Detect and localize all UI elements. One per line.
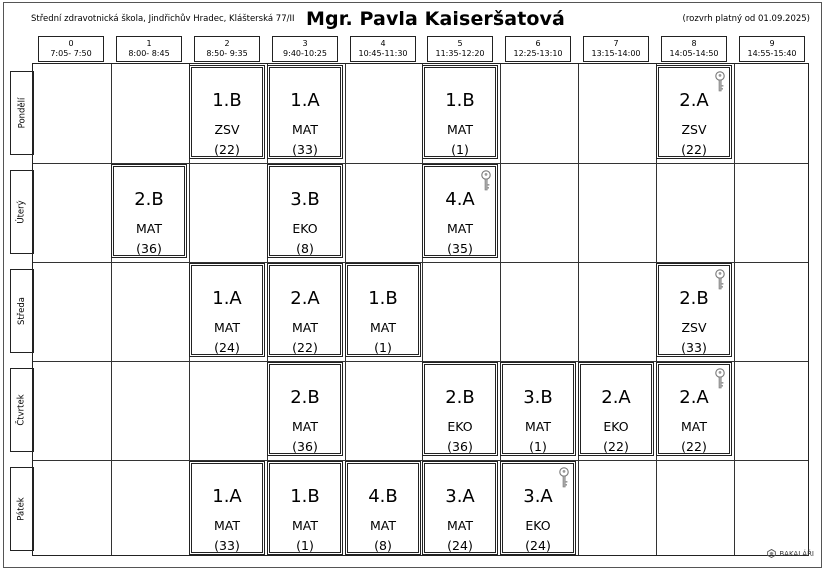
lesson-class: 2.A xyxy=(679,90,709,111)
grid-row-divider xyxy=(33,361,808,362)
lesson-class: 1.B xyxy=(212,90,242,111)
lesson-subject: MAT xyxy=(369,518,396,533)
lesson-subject: MAT xyxy=(213,320,240,335)
lesson-student-count: (22) xyxy=(603,439,629,454)
period-number: 6 xyxy=(535,39,541,48)
period-header-6 xyxy=(505,36,571,62)
lesson-cell[interactable] xyxy=(191,463,263,553)
grid-column-divider xyxy=(734,64,735,555)
day-label-1 xyxy=(10,170,34,254)
lesson-subject: EKO xyxy=(292,221,318,236)
period-time: 14:05-14:50 xyxy=(669,49,719,58)
key-icon xyxy=(714,269,726,291)
lesson-student-count: (22) xyxy=(214,142,240,157)
period-header-5 xyxy=(427,36,493,62)
grid-column-divider xyxy=(111,64,112,555)
period-header-0 xyxy=(38,36,104,62)
lesson-cell[interactable] xyxy=(191,67,263,157)
day-label-3 xyxy=(10,368,34,452)
period-number: 9 xyxy=(769,39,775,48)
lesson-class: 2.B xyxy=(290,387,320,408)
period-number: 1 xyxy=(146,39,152,48)
lesson-class: 4.A xyxy=(445,189,475,210)
day-name: Pátek xyxy=(17,497,27,521)
period-time: 8:00- 8:45 xyxy=(128,49,170,58)
lesson-subject: MAT xyxy=(291,122,318,137)
period-header-3 xyxy=(272,36,338,62)
lesson-subject: MAT xyxy=(291,320,318,335)
lesson-subject: MAT xyxy=(213,518,240,533)
lesson-subject: MAT xyxy=(446,518,473,533)
period-time: 13:15-14:00 xyxy=(591,49,641,58)
period-time: 7:05- 7:50 xyxy=(50,49,92,58)
period-number: 3 xyxy=(302,39,308,48)
lesson-cell[interactable] xyxy=(269,463,341,553)
period-header-2 xyxy=(194,36,260,62)
grid-column-divider xyxy=(267,64,268,555)
grid-row-divider xyxy=(33,262,808,263)
period-number: 2 xyxy=(224,39,230,48)
lesson-student-count: (22) xyxy=(681,439,707,454)
lesson-cell[interactable] xyxy=(502,463,574,553)
lesson-class: 2.A xyxy=(601,387,631,408)
lesson-subject: MAT xyxy=(291,419,318,434)
grid-row-divider xyxy=(33,460,808,461)
lesson-student-count: (24) xyxy=(525,538,551,553)
lesson-student-count: (24) xyxy=(447,538,473,553)
lesson-student-count: (35) xyxy=(447,241,473,256)
lesson-student-count: (1) xyxy=(529,439,547,454)
lesson-cell[interactable] xyxy=(269,265,341,355)
lesson-subject: MAT xyxy=(369,320,396,335)
lesson-cell[interactable] xyxy=(269,67,341,157)
day-name: Úterý xyxy=(17,200,27,224)
day-label-2 xyxy=(10,269,34,353)
day-label-0 xyxy=(10,71,34,155)
period-number: 7 xyxy=(613,39,619,48)
lesson-student-count: (36) xyxy=(136,241,162,256)
grid-column-divider xyxy=(345,64,346,555)
lesson-student-count: (1) xyxy=(374,340,392,355)
school-name: Střední zdravotnická škola, Jindřichův Hradec, Klášterská 77/II xyxy=(31,14,295,24)
period-header-4 xyxy=(350,36,416,62)
lesson-student-count: (36) xyxy=(447,439,473,454)
lesson-student-count: (33) xyxy=(214,538,240,553)
lesson-subject: EKO xyxy=(447,419,473,434)
lesson-cell[interactable] xyxy=(424,67,496,157)
lesson-class: 1.A xyxy=(290,90,320,111)
lesson-class: 1.B xyxy=(445,90,475,111)
lesson-cell[interactable] xyxy=(658,364,730,454)
lesson-class: 2.A xyxy=(679,387,709,408)
lesson-cell[interactable] xyxy=(658,265,730,355)
lesson-subject: MAT xyxy=(135,221,162,236)
lesson-student-count: (33) xyxy=(681,340,707,355)
lesson-subject: EKO xyxy=(603,419,629,434)
day-name: Středa xyxy=(17,297,27,325)
day-name: Pondělí xyxy=(17,97,28,129)
lesson-class: 2.B xyxy=(445,387,475,408)
day-name: Čtvrtek xyxy=(17,394,27,426)
lesson-student-count: (1) xyxy=(451,142,469,157)
lesson-subject: ZSV xyxy=(214,122,240,137)
lesson-class: 3.B xyxy=(523,387,553,408)
lesson-class: 3.A xyxy=(445,486,475,507)
lesson-cell[interactable] xyxy=(347,463,419,553)
lesson-student-count: (8) xyxy=(296,241,314,256)
bakalari-logo-icon xyxy=(767,549,776,558)
bakalari-logo-text: BAKALÁŘI xyxy=(779,549,814,558)
lesson-cell[interactable] xyxy=(424,364,496,454)
teacher-name: Mgr. Pavla Kaiseršatová xyxy=(306,8,565,30)
lesson-class: 1.B xyxy=(290,486,320,507)
grid-column-divider xyxy=(422,64,423,555)
lesson-cell[interactable] xyxy=(191,265,263,355)
lesson-class: 2.B xyxy=(679,288,709,309)
lesson-cell[interactable] xyxy=(502,364,574,454)
key-icon xyxy=(558,467,570,489)
lesson-cell[interactable] xyxy=(424,166,496,256)
key-icon xyxy=(714,368,726,390)
lesson-cell[interactable] xyxy=(347,265,419,355)
grid-row-divider xyxy=(33,163,808,164)
lesson-cell[interactable] xyxy=(269,166,341,256)
period-header-9 xyxy=(739,36,805,62)
grid-column-divider xyxy=(578,64,579,555)
lesson-class: 4.B xyxy=(368,486,398,507)
period-number: 8 xyxy=(691,39,697,48)
lesson-subject: MAT xyxy=(446,221,473,236)
lesson-student-count: (1) xyxy=(296,538,314,553)
lesson-cell[interactable] xyxy=(580,364,652,454)
grid-column-divider xyxy=(500,64,501,555)
period-number: 0 xyxy=(68,39,74,48)
period-time: 12:25-13:10 xyxy=(513,49,563,58)
lesson-student-count: (22) xyxy=(292,340,318,355)
period-time: 11:35-12:20 xyxy=(435,49,485,58)
period-time: 9:40-10:25 xyxy=(283,49,327,58)
lesson-subject: ZSV xyxy=(681,122,707,137)
lesson-subject: ZSV xyxy=(681,320,707,335)
grid-column-divider xyxy=(189,64,190,555)
lesson-class: 2.A xyxy=(290,288,320,309)
lesson-subject: MAT xyxy=(680,419,707,434)
lesson-class: 1.A xyxy=(212,486,242,507)
period-number: 5 xyxy=(457,39,463,48)
lesson-subject: MAT xyxy=(446,122,473,137)
lesson-cell[interactable] xyxy=(269,364,341,454)
day-label-4 xyxy=(10,467,34,551)
period-header-8 xyxy=(661,36,727,62)
lesson-class: 3.A xyxy=(523,486,553,507)
lesson-student-count: (33) xyxy=(292,142,318,157)
lesson-class: 2.B xyxy=(134,189,164,210)
lesson-subject: EKO xyxy=(525,518,551,533)
period-header-1 xyxy=(116,36,182,62)
lesson-class: 1.A xyxy=(212,288,242,309)
key-icon xyxy=(480,170,492,192)
lesson-student-count: (36) xyxy=(292,439,318,454)
lesson-student-count: (8) xyxy=(374,538,392,553)
lesson-subject: MAT xyxy=(291,518,318,533)
period-number: 4 xyxy=(380,39,386,48)
grid-column-divider xyxy=(656,64,657,555)
valid-from: (rozvrh platný od 01.09.2025) xyxy=(682,14,810,24)
key-icon xyxy=(714,71,726,93)
period-time: 10:45-11:30 xyxy=(358,49,408,58)
lesson-cell[interactable] xyxy=(658,67,730,157)
period-time: 8:50- 9:35 xyxy=(206,49,248,58)
lesson-cell[interactable] xyxy=(113,166,185,256)
lesson-cell[interactable] xyxy=(424,463,496,553)
lesson-class: 3.B xyxy=(290,189,320,210)
period-time: 14:55-15:40 xyxy=(747,49,797,58)
period-header-7 xyxy=(583,36,649,62)
lesson-student-count: (24) xyxy=(214,340,240,355)
lesson-class: 1.B xyxy=(368,288,398,309)
bakalari-logo xyxy=(767,549,814,558)
lesson-subject: MAT xyxy=(524,419,551,434)
lesson-student-count: (22) xyxy=(681,142,707,157)
